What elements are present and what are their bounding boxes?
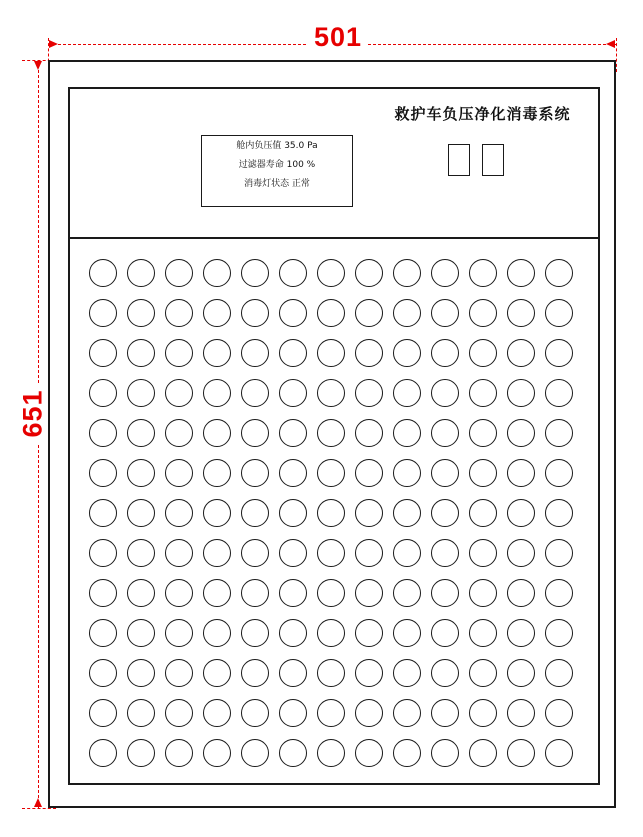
grille-hole	[165, 619, 193, 647]
dim-width-arrow-right	[606, 40, 615, 48]
grille-hole	[241, 459, 269, 487]
grille-hole	[165, 539, 193, 567]
grille-hole	[89, 619, 117, 647]
grille-hole	[469, 259, 497, 287]
grille-hole	[165, 299, 193, 327]
control-panel-section	[70, 89, 598, 237]
grille-hole	[127, 699, 155, 727]
grille-hole	[469, 539, 497, 567]
grille-hole	[203, 459, 231, 487]
grille-hole	[317, 339, 345, 367]
grille-hole	[127, 419, 155, 447]
dim-width-extension-right	[616, 38, 617, 72]
grille-hole	[317, 259, 345, 287]
grille-hole	[317, 459, 345, 487]
grille-hole	[203, 579, 231, 607]
grille-hole	[165, 659, 193, 687]
grille-hole	[469, 419, 497, 447]
grille-hole	[89, 699, 117, 727]
grille-hole	[127, 339, 155, 367]
grille-hole	[393, 499, 421, 527]
grille-hole	[507, 299, 535, 327]
dim-width-arrow-left	[49, 40, 58, 48]
grille-hole	[279, 539, 307, 567]
grille-hole	[545, 619, 573, 647]
grille-hole	[203, 499, 231, 527]
grille-hole	[279, 299, 307, 327]
system-title: 救护车负压净化消毒系统	[394, 105, 571, 123]
grille-hole	[431, 579, 459, 607]
grille-hole	[127, 579, 155, 607]
grille-hole	[355, 659, 383, 687]
grille-hole	[317, 539, 345, 567]
grille-hole	[507, 659, 535, 687]
grille-hole	[203, 699, 231, 727]
grille-hole	[279, 619, 307, 647]
grille-hole	[317, 419, 345, 447]
grille-hole	[165, 579, 193, 607]
grille-hole	[317, 699, 345, 727]
grille-hole	[507, 619, 535, 647]
grille-hole	[469, 339, 497, 367]
grille-hole	[393, 299, 421, 327]
grille-hole	[355, 579, 383, 607]
indicator-light-2[interactable]	[482, 144, 504, 176]
grille-hole	[203, 619, 231, 647]
status-row-pressure: 舱内负压值 35.0 Pa	[236, 141, 318, 151]
status-row-filter-life: 过滤器寿命 100 %	[238, 160, 316, 170]
grille-hole	[317, 379, 345, 407]
grille-hole	[545, 259, 573, 287]
grille-hole	[469, 699, 497, 727]
dim-height-extension-bottom	[22, 808, 56, 809]
grille-hole	[431, 379, 459, 407]
grille-hole	[165, 339, 193, 367]
grille-hole	[127, 499, 155, 527]
grille-hole	[89, 259, 117, 287]
grille-hole	[507, 379, 535, 407]
grille-hole	[469, 619, 497, 647]
grille-hole	[317, 739, 345, 767]
grille-hole	[279, 499, 307, 527]
dim-height-arrow-bottom	[34, 798, 42, 807]
grille-hole	[127, 459, 155, 487]
grille-hole	[203, 299, 231, 327]
grille-hole	[165, 739, 193, 767]
grille-hole	[127, 539, 155, 567]
grille-hole	[241, 699, 269, 727]
grille-hole	[431, 459, 459, 487]
grille-hole	[469, 299, 497, 327]
grille-hole	[393, 619, 421, 647]
grille-hole	[355, 699, 383, 727]
grille-hole	[355, 339, 383, 367]
dim-height-arrow-top	[34, 61, 42, 70]
grille-hole	[279, 699, 307, 727]
grille-hole	[393, 739, 421, 767]
grille-hole	[507, 539, 535, 567]
grille-hole	[545, 419, 573, 447]
grille-hole-grid	[84, 253, 578, 773]
grille-hole	[469, 499, 497, 527]
grille-hole	[241, 579, 269, 607]
grille-hole	[393, 379, 421, 407]
grille-hole	[165, 379, 193, 407]
grille-hole	[507, 739, 535, 767]
grille-hole	[393, 459, 421, 487]
grille-hole	[545, 659, 573, 687]
grille-hole	[431, 499, 459, 527]
grille-hole	[393, 339, 421, 367]
grille-hole	[507, 419, 535, 447]
grille-hole	[355, 299, 383, 327]
grille-hole	[469, 379, 497, 407]
grille-hole	[545, 299, 573, 327]
grille-hole	[393, 539, 421, 567]
grille-hole	[545, 539, 573, 567]
grille-hole	[241, 619, 269, 647]
grille-hole	[89, 459, 117, 487]
grille-hole	[241, 379, 269, 407]
grille-hole	[241, 299, 269, 327]
grille-hole	[165, 259, 193, 287]
grille-hole	[127, 299, 155, 327]
grille-hole	[89, 539, 117, 567]
grille-hole	[431, 699, 459, 727]
grille-hole	[203, 379, 231, 407]
grille-hole	[89, 499, 117, 527]
grille-hole	[393, 699, 421, 727]
grille-hole	[507, 259, 535, 287]
grille-hole	[355, 379, 383, 407]
grille-hole	[165, 699, 193, 727]
grille-hole	[203, 419, 231, 447]
grille-hole	[431, 259, 459, 287]
grille-hole	[317, 619, 345, 647]
grille-hole	[469, 459, 497, 487]
grille-hole	[279, 419, 307, 447]
grille-hole	[507, 579, 535, 607]
grille-hole	[431, 299, 459, 327]
grille-hole	[393, 579, 421, 607]
grille-hole	[545, 699, 573, 727]
dimension-width-label: 501	[308, 24, 368, 51]
grille-hole	[165, 419, 193, 447]
grille-hole	[89, 379, 117, 407]
grille-hole	[241, 539, 269, 567]
grille-hole	[279, 579, 307, 607]
grille-hole	[127, 379, 155, 407]
grille-hole	[203, 659, 231, 687]
grille-hole	[469, 739, 497, 767]
grille-hole	[355, 259, 383, 287]
grille-hole	[355, 499, 383, 527]
grille-hole	[431, 619, 459, 647]
grille-hole	[241, 739, 269, 767]
grille-hole	[241, 339, 269, 367]
device-outer-frame	[48, 60, 616, 808]
grille-hole	[241, 659, 269, 687]
grille-hole	[203, 539, 231, 567]
grille-hole	[203, 259, 231, 287]
grille-hole	[355, 619, 383, 647]
grille-hole	[89, 299, 117, 327]
grille-hole	[279, 259, 307, 287]
grille-hole	[89, 419, 117, 447]
grille-hole	[431, 659, 459, 687]
status-display-screen	[201, 135, 353, 207]
grille-hole	[545, 339, 573, 367]
grille-hole	[317, 299, 345, 327]
grille-hole	[469, 659, 497, 687]
grille-hole	[317, 659, 345, 687]
grille-hole	[393, 259, 421, 287]
grille-hole	[89, 659, 117, 687]
grille-hole	[507, 339, 535, 367]
grille-hole	[355, 459, 383, 487]
grille-hole	[317, 579, 345, 607]
grille-hole	[165, 499, 193, 527]
grille-hole	[393, 659, 421, 687]
grille-hole	[507, 459, 535, 487]
grille-hole	[279, 379, 307, 407]
grille-hole	[545, 739, 573, 767]
grille-hole	[165, 459, 193, 487]
grille-hole	[89, 339, 117, 367]
grille-hole	[279, 339, 307, 367]
grille-hole	[545, 379, 573, 407]
grille-hole	[431, 539, 459, 567]
grille-hole	[241, 499, 269, 527]
grille-hole	[89, 739, 117, 767]
grille-hole	[317, 499, 345, 527]
grille-hole	[203, 339, 231, 367]
device-front-panel	[68, 87, 600, 785]
grille-hole	[355, 739, 383, 767]
dimension-height-label: 651	[20, 383, 47, 443]
grille-hole	[127, 619, 155, 647]
grille-hole	[127, 659, 155, 687]
grille-hole	[279, 659, 307, 687]
grille-hole	[241, 419, 269, 447]
grille-hole	[355, 419, 383, 447]
grille-hole	[545, 499, 573, 527]
grille-hole	[393, 419, 421, 447]
grille-hole	[431, 419, 459, 447]
grille-hole	[203, 739, 231, 767]
grille-hole	[127, 739, 155, 767]
grille-hole	[127, 259, 155, 287]
grille-hole	[507, 499, 535, 527]
grille-hole	[431, 339, 459, 367]
grille-hole	[89, 579, 117, 607]
grille-hole	[545, 579, 573, 607]
indicator-group	[448, 144, 504, 176]
indicator-light-1[interactable]	[448, 144, 470, 176]
grille-hole	[279, 739, 307, 767]
air-outlet-grille-section	[70, 239, 598, 785]
grille-hole	[545, 459, 573, 487]
grille-hole	[241, 259, 269, 287]
grille-hole	[279, 459, 307, 487]
grille-hole	[507, 699, 535, 727]
grille-hole	[355, 539, 383, 567]
grille-hole	[469, 579, 497, 607]
grille-hole	[431, 739, 459, 767]
status-row-lamp-state: 消毒灯状态 正常	[244, 179, 310, 189]
